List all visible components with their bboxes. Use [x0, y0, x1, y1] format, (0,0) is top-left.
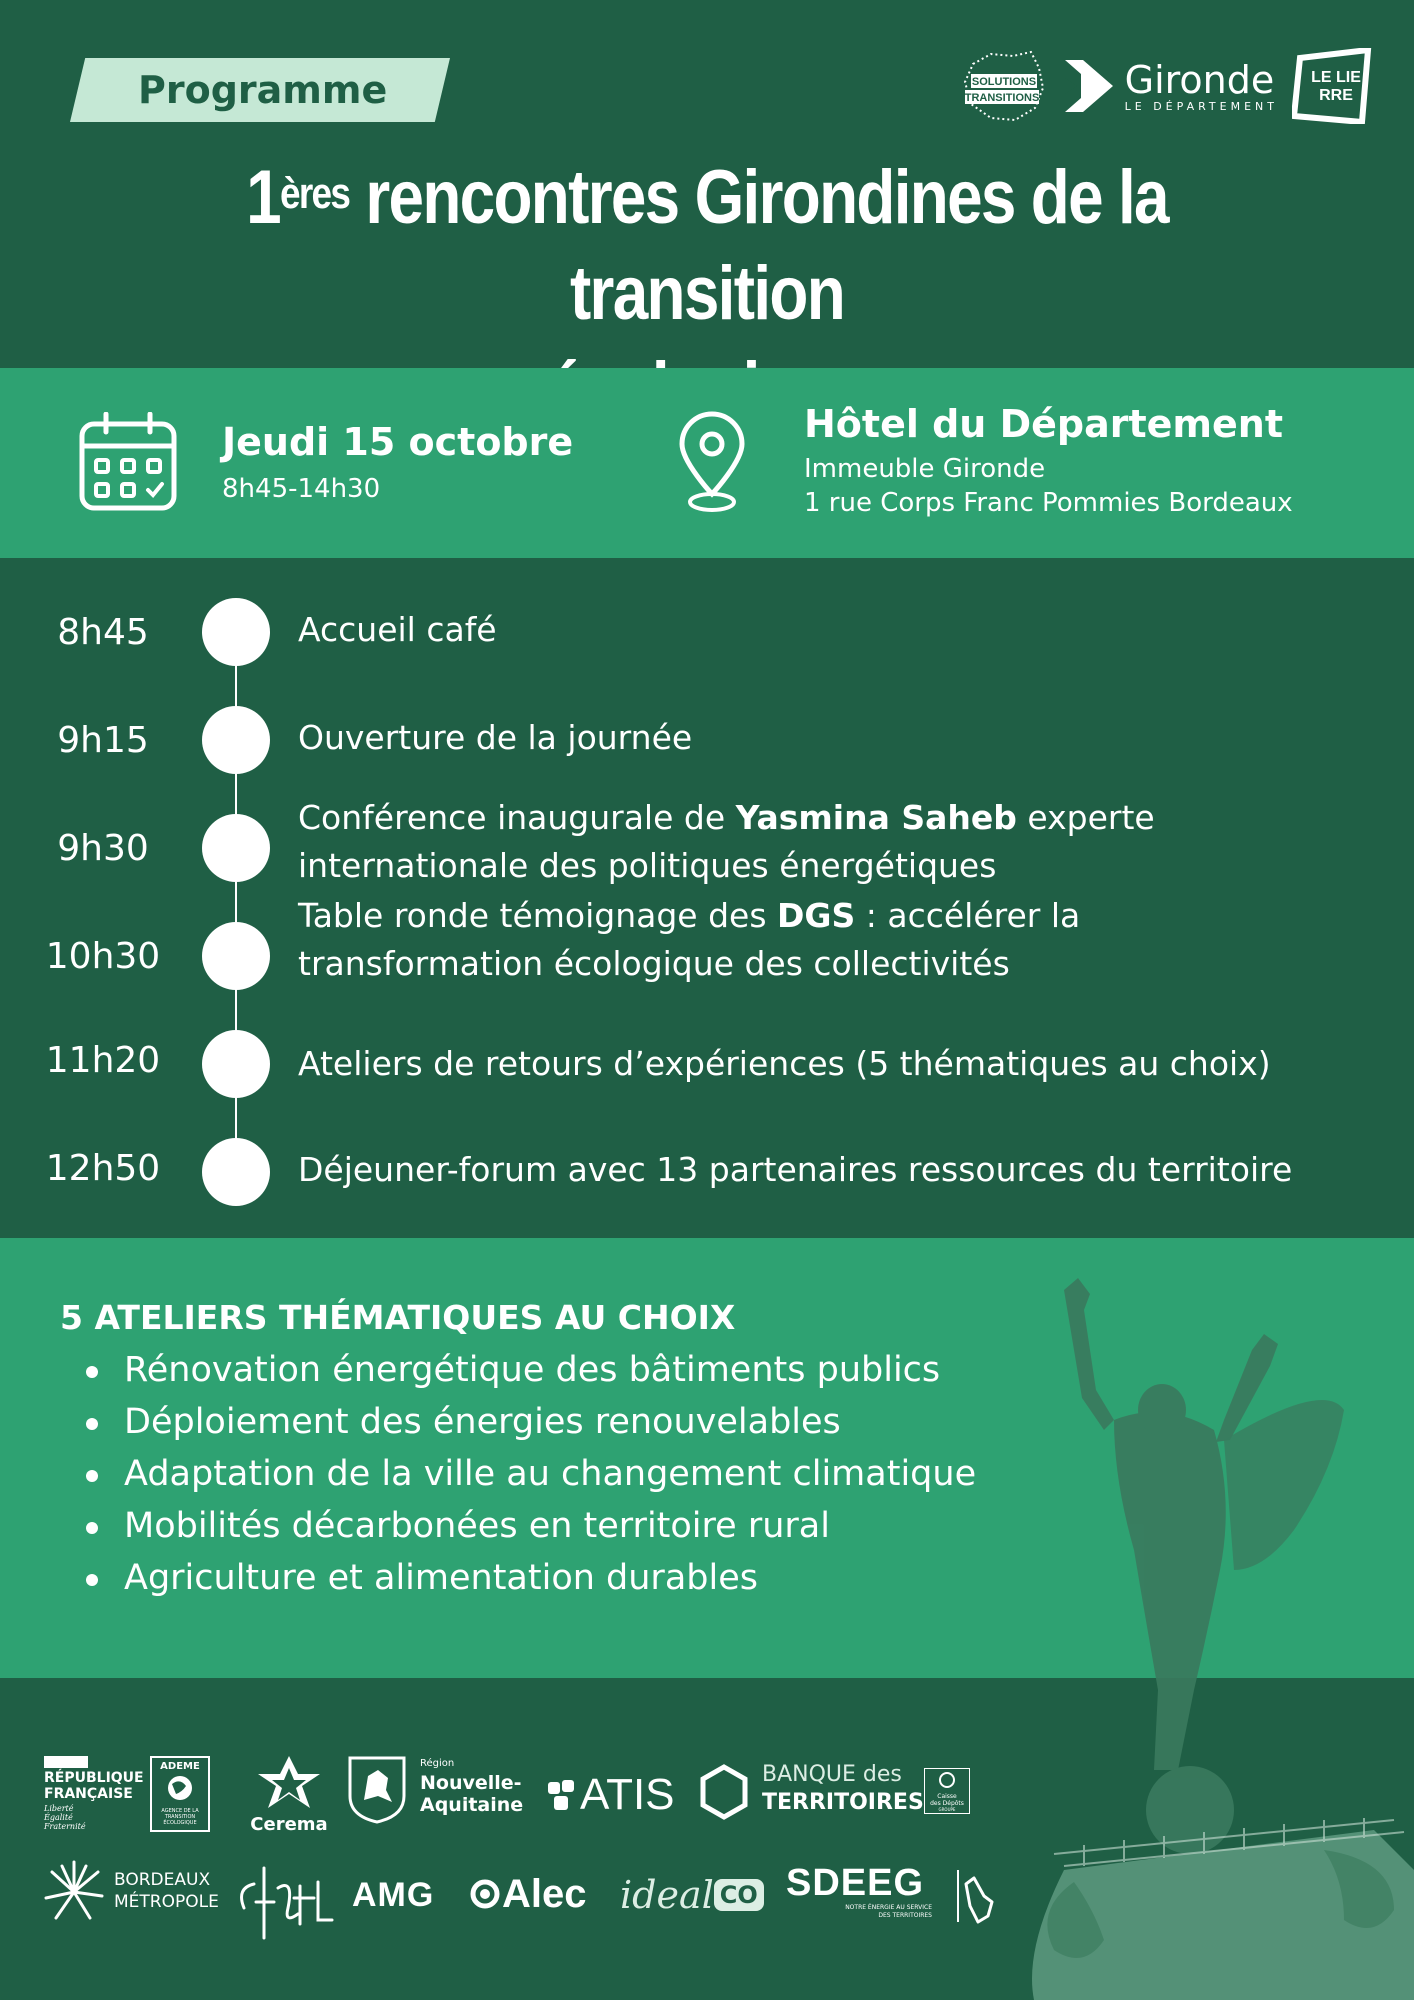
- timeline-text: Accueil café: [298, 610, 497, 649]
- timeline-text: [298, 892, 1398, 988]
- republique-motto2: Égalité: [44, 1813, 73, 1822]
- workshops-list: [82, 1344, 976, 1604]
- timeline-time: 9h15: [57, 720, 149, 761]
- event-date: Jeudi 15 octobre: [222, 420, 574, 464]
- calendar-icon: [78, 412, 178, 512]
- list-item: Adaptation de la ville au changement climatique: [82, 1448, 976, 1500]
- title-ordinal: ères: [279, 169, 350, 218]
- caisse-line2: des Dépôts: [930, 1800, 964, 1807]
- title-line1-text: rencontres Girondines de la transition: [365, 155, 1168, 336]
- region-nouvelle-aquitaine-logo: [348, 1756, 528, 1826]
- timeline-text: Ateliers de retours d’expériences (5 thématiques au choix): [298, 1044, 1271, 1083]
- banque-des-territoires-logo: [700, 1760, 980, 1824]
- cerema-name: Cerema: [250, 1814, 328, 1835]
- solutions-logo-line1: SOLUTIONS: [971, 76, 1036, 88]
- timeline-time: 11h20: [45, 1040, 161, 1081]
- caisse-line1: Caisse: [937, 1793, 957, 1800]
- list-item: Rénovation énergétique des bâtiments publics: [82, 1344, 976, 1396]
- timeline: [0, 558, 1414, 1238]
- gironde-name: Gironde: [1124, 57, 1275, 102]
- atis-name: ATIS: [580, 1770, 675, 1819]
- list-item: Déploiement des énergies renouvelables: [82, 1396, 976, 1448]
- republique-line2: FRANÇAISE: [44, 1786, 133, 1802]
- programme-label: Programme: [138, 68, 388, 112]
- event-hours: 8h45-14h30: [222, 474, 381, 504]
- timeline-dot: [202, 814, 270, 882]
- gironde-chevron-icon: [1061, 56, 1117, 116]
- alec-circle-icon: [470, 1879, 500, 1909]
- ademe-name: ADEME: [160, 1761, 200, 1772]
- marianne-icon: [44, 1756, 88, 1768]
- bordeaux-line2: MÉTROPOLE: [114, 1892, 219, 1912]
- timeline-text-part: internationale des politiques énergétiques: [298, 846, 997, 885]
- timeline-text: [298, 794, 1398, 890]
- title-line1: [113, 150, 1301, 342]
- alec-name: Alec: [502, 1871, 587, 1916]
- sdeeg-sub1: NOTRE ÉNERGIE AU SERVICE: [845, 1904, 932, 1911]
- timeline-text-part: Table ronde témoignage des: [298, 896, 778, 935]
- dgs-highlight: DGS: [777, 896, 856, 935]
- workshops-title: 5 ATELIERS THÉMATIQUES AU CHOIX: [60, 1298, 736, 1337]
- globe-icon: [166, 1774, 194, 1802]
- ideal-name: ideal: [620, 1873, 714, 1917]
- lion-shield-icon: [348, 1756, 406, 1824]
- bordeaux-line1: BORDEAUX: [114, 1870, 211, 1890]
- title-number: 1: [246, 155, 280, 240]
- ademe-logo: [150, 1756, 210, 1832]
- speaker-name: Yasmina Saheb: [735, 798, 1017, 837]
- banque-line1: BANQUE des: [762, 1762, 902, 1787]
- region-line1: Nouvelle-: [420, 1772, 522, 1794]
- starburst-icon: [44, 1858, 104, 1924]
- republique-motto1: Liberté: [44, 1804, 74, 1813]
- programme-tag: [70, 58, 450, 122]
- list-item: Mobilités décarbonées en territoire rural: [82, 1500, 976, 1552]
- top-logos: [961, 44, 1374, 128]
- solutions-transitions-logo: [961, 48, 1047, 124]
- ademe-sub2: TRANSITION: [164, 1814, 196, 1820]
- header: [0, 0, 1414, 368]
- timeline-dot: [202, 1030, 270, 1098]
- timeline-text: Déjeuner-forum avec 13 partenaires ressources du territoire: [298, 1150, 1293, 1189]
- timeline-text-part: : accélérer la: [855, 896, 1081, 935]
- gironde-sub: LE DÉPARTEMENT: [1124, 99, 1278, 113]
- location-line1: Immeuble Gironde: [804, 454, 1046, 484]
- cerema-star-icon: [254, 1754, 324, 1812]
- timeline-text-part: experte: [1016, 798, 1155, 837]
- lierre-line2: RRE: [1319, 87, 1353, 104]
- bordeaux-metropole-logo: [44, 1858, 219, 1924]
- gironde-logo: [1061, 56, 1278, 116]
- cnfpt-logo: [234, 1858, 338, 1944]
- amg-logo: AMG: [352, 1876, 435, 1914]
- timeline-time: 8h45: [57, 612, 149, 653]
- timeline-text-part: transformation écologique des collectivités: [298, 944, 1010, 983]
- timeline-time: 9h30: [57, 828, 149, 869]
- location-name: Hôtel du Département: [804, 402, 1284, 446]
- ademe-sub1: AGENCE DE LA: [161, 1808, 199, 1814]
- hand-pointer-icon: [954, 1866, 996, 1926]
- cerema-logo: [246, 1754, 332, 1835]
- lierre-line1: LE LIE: [1311, 69, 1361, 86]
- le-lierre-logo: [1292, 48, 1374, 124]
- timeline-time: 12h50: [45, 1148, 161, 1189]
- sdeeg-logo: [786, 1862, 946, 1932]
- location-pin-icon: [672, 410, 752, 514]
- timeline-dot: [202, 922, 270, 990]
- cnfpt-script-icon: [234, 1858, 338, 1944]
- region-line2: Aquitaine: [420, 1794, 524, 1816]
- caisse-line3: GROUPE: [938, 1807, 956, 1812]
- timeline-time: 10h30: [45, 936, 161, 977]
- timeline-dot: [202, 706, 270, 774]
- timeline-dot: [202, 1138, 270, 1206]
- region-small: Région: [420, 1758, 455, 1769]
- timeline-text-part: Conférence inaugurale de: [298, 798, 736, 837]
- atis-puzzle-icon: [546, 1778, 578, 1812]
- partner-logos: [0, 1678, 1414, 2000]
- caisse-des-depots-logo: [924, 1768, 970, 1814]
- cnfpt-name: [234, 1858, 237, 1859]
- banque-line2: TERRITOIRES: [762, 1790, 924, 1815]
- republique-francaise-logo: [44, 1756, 144, 1831]
- timeline-text: Ouverture de la journée: [298, 718, 693, 757]
- republique-line1: RÉPUBLIQUE: [44, 1770, 144, 1786]
- location-line2: 1 rue Corps Franc Pommies Bordeaux: [804, 488, 1293, 518]
- ideal-co-badge: CO: [714, 1879, 764, 1911]
- timeline-dot: [202, 598, 270, 666]
- sdeeg-name: SDEEG: [786, 1862, 925, 1904]
- republique-motto3: Fraternité: [44, 1822, 86, 1831]
- caisse-emblem-icon: [938, 1771, 956, 1789]
- ideal-co-logo: [620, 1870, 764, 1920]
- atis-logo: [546, 1768, 675, 1822]
- hexagon-icon: [700, 1764, 748, 1820]
- ademe-sub3: ÉCOLOGIQUE: [163, 1820, 197, 1826]
- list-item: Agriculture et alimentation durables: [82, 1552, 976, 1604]
- solutions-logo-line2: TRANSITIONS: [964, 92, 1039, 104]
- alec-logo: [470, 1870, 587, 1918]
- sdeeg-sub2: DES TERRITOIRES: [878, 1912, 932, 1919]
- info-band: [0, 368, 1414, 558]
